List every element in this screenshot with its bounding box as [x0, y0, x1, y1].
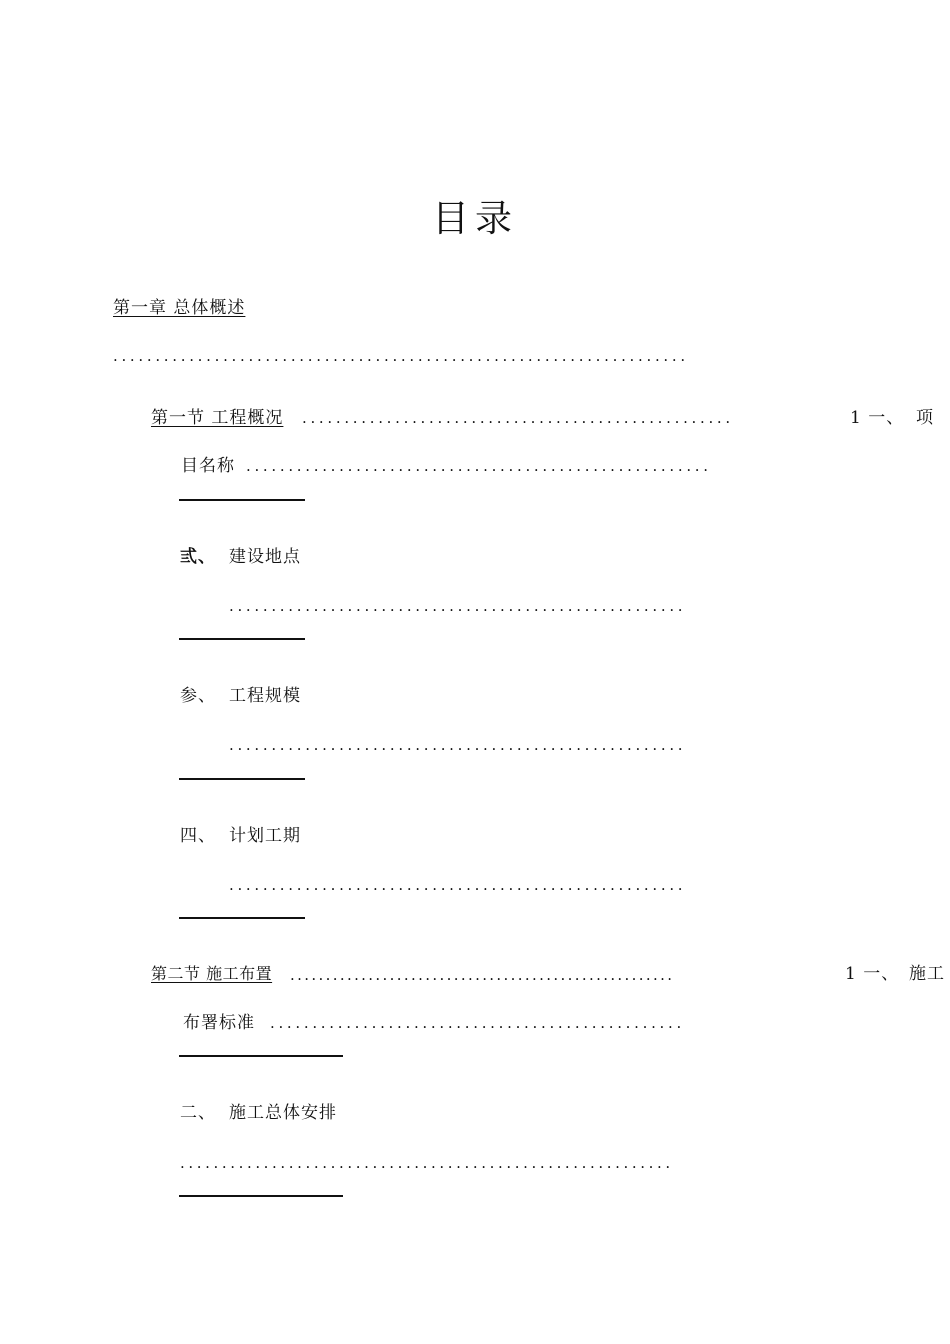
toc-item-5-rule — [179, 1055, 343, 1057]
toc-item-2-leader: ...................................................... — [229, 597, 687, 615]
toc-item-2-rule — [179, 638, 305, 640]
toc-item-2-number: 弎、 — [180, 547, 216, 567]
toc-item-2-label[interactable]: 建设地点 — [229, 547, 301, 567]
toc-chapter-1-leader: .................................................................... — [113, 347, 689, 365]
toc-section-2-leader: ...................................................... — [290, 966, 675, 984]
document-title: 目录 — [432, 197, 518, 240]
toc-item-5-label[interactable]: 布署标准 — [183, 1013, 255, 1033]
toc-item-6-rule — [179, 1195, 343, 1197]
toc-chapter-1-link[interactable]: 第一章 总体概述 — [113, 298, 246, 318]
toc-item-6-leader: ........................................................... — [180, 1154, 674, 1172]
toc-item-1-label[interactable]: 目名称 — [181, 456, 235, 476]
toc-item-4-leader: ...................................................... — [229, 876, 687, 894]
toc-section-2-link[interactable]: 第二节 施工布置 — [151, 964, 273, 983]
toc-section-2-page: 1 一、 — [845, 964, 900, 984]
toc-section-1-link[interactable]: 第一节 工程概况 — [151, 408, 284, 428]
toc-item-4-rule — [179, 917, 305, 919]
toc-item-3-label[interactable]: 工程规模 — [229, 686, 301, 706]
toc-item-4-label[interactable]: 计划工期 — [229, 826, 301, 846]
toc-section-1-page: 1 一、 — [850, 408, 905, 428]
toc-item-5-leader: ................................................. — [270, 1014, 685, 1032]
toc-item-6-number: 二、 — [180, 1103, 216, 1123]
toc-item-3-rule — [179, 778, 305, 780]
toc-item-6-label[interactable]: 施工总体安排 — [229, 1103, 337, 1123]
toc-item-1-rule — [179, 499, 305, 501]
toc-section-1-wrap-head: 项 — [916, 408, 934, 428]
toc-item-3-leader: ...................................................... — [229, 736, 687, 754]
toc-section-2-wrap-head: 施工 — [909, 964, 945, 984]
toc-item-3-number: 参、 — [180, 686, 216, 706]
toc-item-1-leader: ....................................................... — [246, 457, 712, 475]
toc-item-4-number: 四、 — [180, 826, 216, 846]
toc-section-1-leader: ................................................... — [302, 409, 734, 427]
